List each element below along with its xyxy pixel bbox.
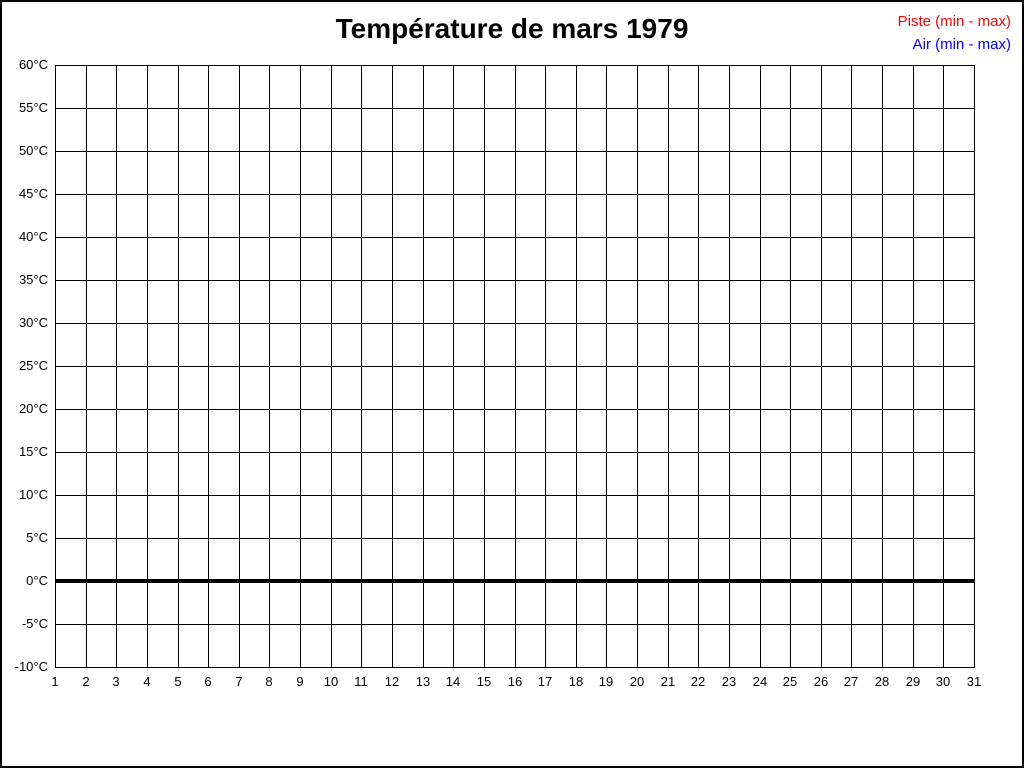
y-tick-label: -5°C xyxy=(21,616,48,631)
x-tick-label: 7 xyxy=(235,674,243,689)
x-tick-label: 28 xyxy=(874,674,890,689)
y-tick-label: 25°C xyxy=(18,358,48,373)
y-tick-label: 5°C xyxy=(26,530,48,545)
y-tick-label: 45°C xyxy=(18,186,48,201)
y-tick-label: 55°C xyxy=(18,100,48,115)
chart-title: Température de mars 1979 xyxy=(335,13,689,44)
x-tick-label: 15 xyxy=(476,674,492,689)
y-tick-label: 40°C xyxy=(18,229,48,244)
x-tick-label: 8 xyxy=(265,674,273,689)
legend-item-piste: Piste (min - max) xyxy=(897,13,1011,30)
x-tick-label: 17 xyxy=(537,674,553,689)
y-tick-label: -10°C xyxy=(14,659,48,674)
x-tick-label: 27 xyxy=(843,674,859,689)
x-tick-label: 10 xyxy=(323,674,339,689)
x-tick-label: 25 xyxy=(782,674,798,689)
x-tick-label: 1 xyxy=(51,674,59,689)
y-tick-label: 10°C xyxy=(18,487,48,502)
x-tick-label: 29 xyxy=(905,674,921,689)
y-tick-label: 35°C xyxy=(18,272,48,287)
legend xyxy=(898,10,1011,56)
x-tick-label: 24 xyxy=(752,674,768,689)
x-tick-label: 9 xyxy=(296,674,304,689)
x-tick-label: 6 xyxy=(204,674,212,689)
x-tick-label: 30 xyxy=(935,674,951,689)
x-tick-label: 11 xyxy=(354,674,368,689)
y-tick-label: 15°C xyxy=(18,444,48,459)
x-tick-label: 12 xyxy=(384,674,400,689)
x-tick-label: 4 xyxy=(143,674,151,689)
x-tick-label: 13 xyxy=(415,674,431,689)
x-tick-label: 5 xyxy=(174,674,182,689)
legend-item-air: Air (min - max) xyxy=(912,36,1011,53)
y-tick-label: 0°C xyxy=(26,573,48,588)
y-tick-label: 30°C xyxy=(18,315,48,330)
x-tick-label: 19 xyxy=(598,674,614,689)
y-tick-label: 60°C xyxy=(18,57,48,72)
plot-area xyxy=(55,65,975,668)
x-tick-label: 22 xyxy=(690,674,706,689)
y-tick-label: 50°C xyxy=(18,143,48,158)
x-tick-label: 31 xyxy=(966,674,982,689)
x-tick-label: 2 xyxy=(82,674,90,689)
x-tick-label: 23 xyxy=(721,674,737,689)
x-tick-label: 21 xyxy=(660,674,676,689)
x-tick-label: 14 xyxy=(445,674,461,689)
x-tick-label: 18 xyxy=(568,674,584,689)
x-tick-label: 20 xyxy=(629,674,645,689)
plot-frame xyxy=(55,65,975,668)
x-tick-label: 3 xyxy=(112,674,120,689)
x-tick-label: 16 xyxy=(507,674,523,689)
x-tick-label: 26 xyxy=(813,674,829,689)
y-tick-label: 20°C xyxy=(18,401,48,416)
